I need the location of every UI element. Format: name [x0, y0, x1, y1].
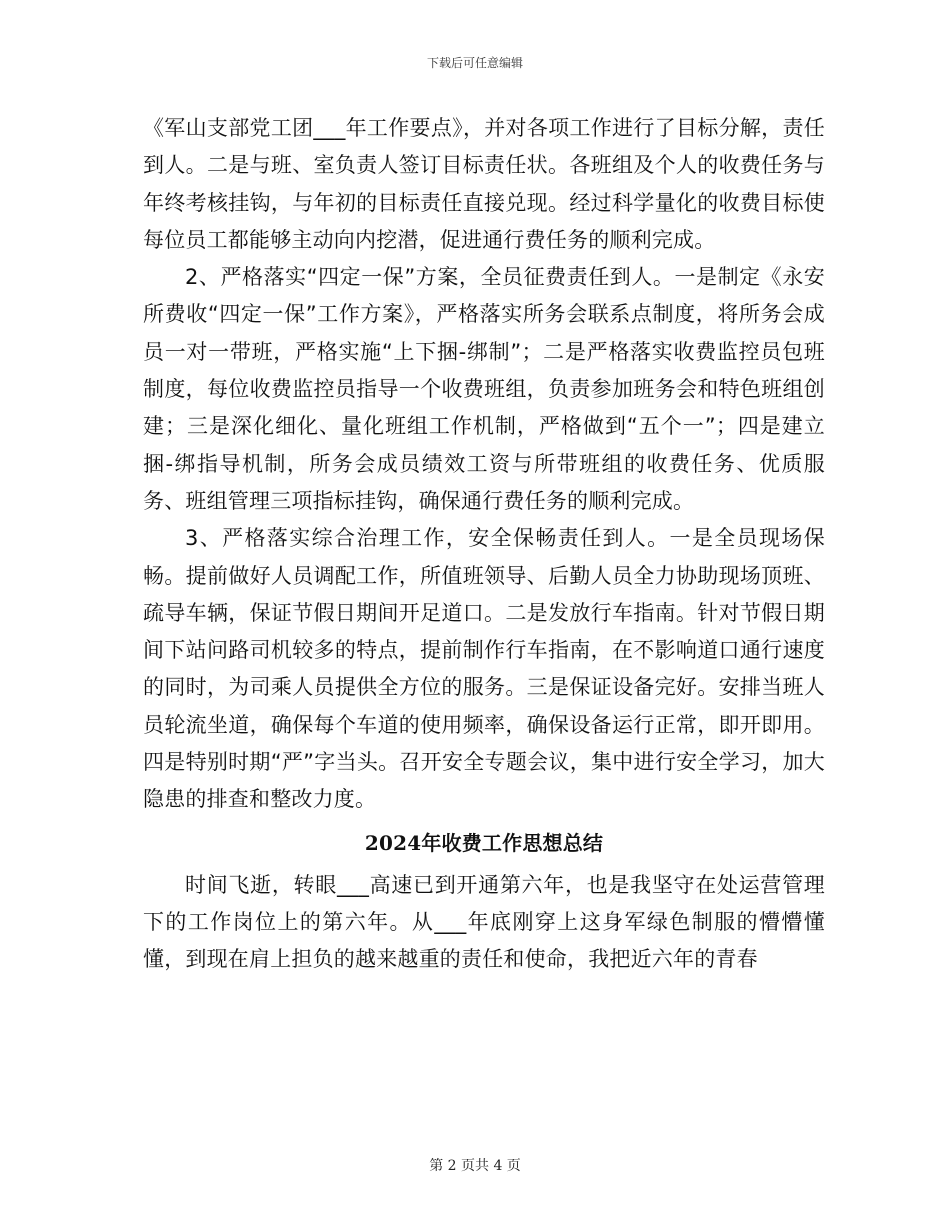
section-paragraph: 时间飞逝，转眼___高速已到开通第六年，也是我坚守在处运营管理下的工作岗位上的第六年。从___年底刚穿上这身军绿色制服的懵懵懂懂，到现在肩上担负的越来越重的责任和使命，我把近六年的青春 — [143, 872, 825, 972]
page-header: 下载后可任意编辑 — [426, 56, 523, 70]
paragraph-item-2: 2、严格落实“四定一保”方案，全员征费责任到人。一是制定《永安所费收“四定一保”工作方案》，严格落实所务会联系点制度，将所务会成员一对一带班，严格实施“上下捆-绑制”；二是严格落实收费监控员包班制度，每位收费监控员指导一个收费班组，负责参加班务会和特色班组创建；三是深化细化、量化班组工作机制，严格做到“五个一”；四是建立捆-绑指导机制，所务会成员绩效工资与所带班组的收费任务、优质服务、班组管理三项指标挂钩，确保通行费任务的顺利完成。 — [143, 265, 825, 513]
paragraph-continuation: 《军山支部党工团___年工作要点》，并对各项工作进行了目标分解，责任到人。二是与班、室负责人签订目标责任状。各班组及个人的收费任务与年终考核挂钩，与年初的目标责任直接兑现。经过科学量化的收费目标使每位员工都能够主动向内挖潜，促进通行费任务的顺利完成。 — [143, 116, 825, 252]
page-number-footer: 第 2 页共 4 页 — [429, 1158, 521, 1174]
section-title: 2024年收费工作思想总结 — [364, 830, 604, 855]
paragraph-item-3: 3、严格落实综合治理工作，安全保畅责任到人。一是全员现场保畅。提前做好人员调配工作，所值班领导、后勤人员全力协助现场顶班、疏导车辆，保证节假日期间开足道口。二是发放行车指南。针对节假日期间下站问路司机较多的特点，提前制作行车指南，在不影响道口通行速度的同时，为司乘人员提供全方位的服务。三是保证设备完好。安排当班人员轮流坐道，确保每个车道的使用频率，确保设备运行正常，即开即用。四是特别时期“严”字当头。召开安全专题会议，集中进行安全学习，加大隐患的排查和整改力度。 — [143, 526, 825, 812]
document-body — [143, 110, 825, 979]
